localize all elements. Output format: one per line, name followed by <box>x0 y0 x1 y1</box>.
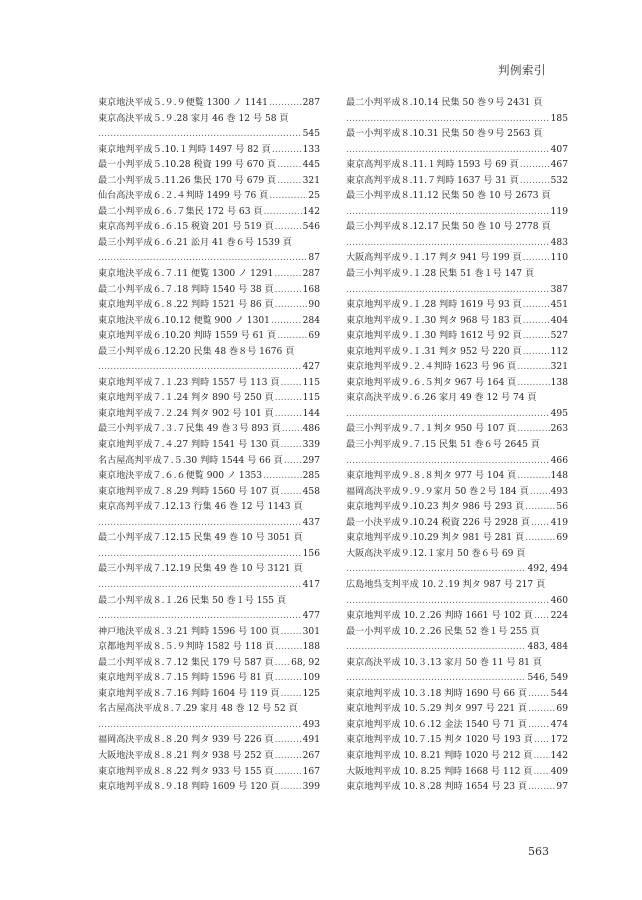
index-column-left <box>98 96 320 796</box>
case-citation: 最三小判平成９.７.15 民集 51 巻６号 2645 頁 <box>346 440 540 451</box>
leader-dots <box>269 96 302 112</box>
index-entry <box>98 562 320 593</box>
page-reference: 545 <box>302 129 320 140</box>
case-citation: 東京地判平成９.10.23 判タ 986 号 293 頁 <box>346 502 525 513</box>
page-reference: 417 <box>302 579 320 590</box>
case-citation: 東京地判平成 10.５.29 判タ 997 号 221 頁 <box>346 704 528 715</box>
leader-dots <box>275 749 302 765</box>
page-reference: 445 <box>302 160 320 171</box>
page-reference: 148 <box>550 471 568 482</box>
index-entry <box>98 625 320 641</box>
index-entry <box>346 360 568 376</box>
index-entry <box>98 314 320 330</box>
leader-dots <box>517 422 549 438</box>
leader-dots <box>98 516 301 532</box>
index-entry <box>346 438 568 469</box>
page-reference: 495 <box>550 408 568 419</box>
page-reference: 387 <box>550 284 568 295</box>
index-entry <box>98 236 320 267</box>
leader-dots <box>534 609 550 625</box>
index-column-right <box>346 96 568 796</box>
leader-dots <box>523 314 550 330</box>
page-reference: 263 <box>550 424 568 435</box>
case-citation: 最二小判平成６.７.18 判時 1540 号 38 頁 <box>98 284 274 295</box>
page-reference: 224 <box>550 611 568 622</box>
page-reference: 172 <box>550 735 568 746</box>
page-reference: 97 <box>556 782 568 793</box>
case-citation: 東京地判平成 10.３.18 判時 1690 号 66 頁 <box>346 688 528 699</box>
index-entry <box>98 96 320 112</box>
leader-dots <box>263 469 302 485</box>
page-reference: 56 <box>556 502 568 513</box>
index-entry <box>98 407 320 423</box>
case-citation: 東京高決平成５.９.28 家月 46 巻 12 号 58 頁 <box>98 113 289 124</box>
case-citation: 東京地判平成 10.７.15 判タ 1020 号 193 頁 <box>346 735 533 746</box>
leader-dots <box>98 251 306 267</box>
case-citation: 東京地判平成９.１.30 判時 1612 号 92 頁 <box>346 331 522 342</box>
index-entry <box>98 143 320 159</box>
page-reference: 112 <box>550 346 568 357</box>
page-reference: 419 <box>550 517 568 528</box>
index-entry <box>98 749 320 765</box>
case-citation: 東京地決平成５.９.９便覧 1300 ノ 1141 <box>98 98 268 108</box>
page-reference: 486 <box>302 424 320 435</box>
index-entry <box>346 220 568 251</box>
leader-dots <box>528 718 550 734</box>
index-entry <box>346 547 568 578</box>
page-reference: 466 <box>550 455 568 466</box>
index-entry <box>98 531 320 562</box>
case-citation: 最一小判平成 10.２.26 民集 52 巻１号 255 頁 <box>346 626 540 637</box>
case-citation: 福岡高決平成８.８.20 判タ 939 号 226 頁 <box>98 735 274 746</box>
index-entry <box>98 422 320 438</box>
leader-dots <box>525 531 555 547</box>
leader-dots <box>520 158 550 174</box>
page-reference: 467 <box>550 160 568 171</box>
case-citation: 大阪高判平成９.１.17 判タ 941 号 199 頁 <box>346 253 522 264</box>
index-entry <box>346 422 568 438</box>
page-reference: 287 <box>302 269 320 280</box>
page-reference: 399 <box>302 782 320 793</box>
index-entry <box>346 96 568 127</box>
index-entry <box>346 376 568 392</box>
page-reference: 297 <box>302 455 320 466</box>
case-citation: 東京地判平成７.１.24 判タ 890 号 250 頁 <box>98 393 274 404</box>
page-reference: 90 <box>308 300 320 311</box>
page-reference: 69 <box>556 704 568 715</box>
page-reference: 492, 494 <box>527 564 568 575</box>
leader-dots <box>346 562 526 578</box>
index-entry <box>98 205 320 221</box>
case-citation: 名古屋高判平成７.５.30 判時 1544 号 66 頁 <box>98 455 283 466</box>
case-citation: 最一小決平成９.10.24 税資 226 号 2928 頁 <box>346 517 530 528</box>
page-reference: 527 <box>550 331 568 342</box>
index-entry <box>98 329 320 345</box>
leader-dots <box>275 765 302 781</box>
case-citation: 最三小判平成８.12.17 民集 50 巻 10 号 2778 頁 <box>346 222 551 233</box>
case-citation: 最一小判平成８.10.31 民集 50 巻９号 2563 頁 <box>346 129 543 140</box>
leader-dots <box>523 298 550 314</box>
page-reference: 115 <box>302 393 320 404</box>
case-citation: 東京高判平成８.11.７判時 1637 号 31 頁 <box>346 175 519 186</box>
index-entry <box>346 469 568 485</box>
leader-dots <box>346 454 549 470</box>
case-citation: 東京地判平成９.10.29 判タ 981 号 281 頁 <box>346 533 525 544</box>
leader-dots <box>275 283 302 299</box>
case-citation: 東京地判平成７.１.23 判時 1557 号 113 頁 <box>98 377 280 388</box>
leader-dots <box>346 283 549 299</box>
page-reference: 167 <box>302 766 320 777</box>
page-reference: 409 <box>550 766 568 777</box>
leader-dots <box>346 671 526 687</box>
case-citation: 最三小判平成８.11.12 民集 50 巻 10 号 2673 頁 <box>346 191 551 202</box>
leader-dots <box>280 780 301 796</box>
leader-dots <box>284 454 302 470</box>
leader-dots <box>275 733 302 749</box>
case-citation: 大阪地判平成 10. 8.25 判時 1668 号 112 頁 <box>346 766 533 777</box>
case-citation: 最二小判平成７.12.15 民集 49 巻 10 号 3051 頁 <box>98 533 303 544</box>
leader-dots <box>346 236 549 252</box>
page-reference: 287 <box>302 98 320 108</box>
leader-dots <box>98 547 301 563</box>
case-citation: 最三小判平成９.７.１判タ 950 号 107 頁 <box>346 424 517 435</box>
page-reference: 339 <box>302 440 320 451</box>
leader-dots <box>269 189 307 205</box>
case-citation: 東京地判平成９.１.28 判時 1619 号 93 頁 <box>346 300 522 311</box>
leader-dots <box>517 469 549 485</box>
index-entry <box>346 251 568 267</box>
leader-dots <box>346 143 549 159</box>
leader-dots <box>346 407 549 423</box>
case-citation: 最三小判平成９.１.28 民集 51 巻１号 147 頁 <box>346 269 535 280</box>
page-reference: 493 <box>302 719 320 730</box>
page-reference: 321 <box>302 175 320 186</box>
case-citation: 大阪高決平成９.12.１家月 50 巻６号 69 頁 <box>346 548 526 559</box>
page-reference: 483 <box>550 237 568 248</box>
index-entry <box>98 376 320 392</box>
leader-dots <box>98 578 301 594</box>
page-reference: 110 <box>550 253 568 264</box>
leader-dots <box>528 687 550 703</box>
index-entry <box>98 702 320 733</box>
leader-dots <box>98 609 301 625</box>
leader-dots <box>523 329 550 345</box>
index-entry <box>346 687 568 703</box>
leader-dots <box>517 360 549 376</box>
page-reference: 185 <box>550 113 568 124</box>
case-citation: 仙台高決平成６.２.４判時 1499 号 76 頁 <box>98 191 269 202</box>
case-citation: 最三小判平成７.３.７民集 49 巻３号 893 頁 <box>98 424 281 435</box>
page-reference: 156 <box>302 548 320 559</box>
leader-dots <box>275 220 302 236</box>
case-citation: 東京地判平成７.８.29 判時 1560 号 107 頁 <box>98 486 280 497</box>
page-reference: 144 <box>302 408 320 419</box>
leader-dots <box>280 438 301 454</box>
case-citation: 東京地判平成８.９.18 判時 1609 号 120 頁 <box>98 782 280 793</box>
index-entry <box>98 780 320 796</box>
index-entry <box>346 298 568 314</box>
leader-dots <box>525 500 555 516</box>
index-entry <box>346 500 568 516</box>
case-citation: 東京地判平成 10. 8.21 判時 1020 号 212 頁 <box>346 750 533 761</box>
index-entry <box>98 298 320 314</box>
page-reference: 407 <box>550 144 568 155</box>
case-citation: 東京地判平成９.１.30 判タ 968 号 183 頁 <box>346 315 522 326</box>
case-citation: 東京地判平成６.10.20 判時 1559 号 61 頁 <box>98 331 277 342</box>
index-entry <box>346 609 568 625</box>
index-entry <box>346 189 568 220</box>
case-citation: 東京地判平成８.８.22 判タ 933 号 155 頁 <box>98 766 274 777</box>
page-reference: 267 <box>302 750 320 761</box>
page-reference: 25 <box>308 191 320 202</box>
index-entry <box>346 516 568 532</box>
case-citation: 東京地判平成９.８.８判タ 977 号 104 頁 <box>346 471 517 482</box>
page-reference: 138 <box>550 377 568 388</box>
case-citation: 最三小判平成６.６.21 訟月 41 巻６号 1539 頁 <box>98 237 292 248</box>
leader-dots <box>275 656 290 672</box>
index-entry <box>98 112 320 143</box>
case-citation: 最一小判平成５.10.28 税資 199 号 670 頁 <box>98 160 277 171</box>
index-entry <box>346 578 568 609</box>
page-reference: 404 <box>550 315 568 326</box>
case-citation: 東京地判平成６.８.22 判時 1521 号 86 頁 <box>98 300 274 311</box>
index-entry <box>98 158 320 174</box>
index-entry <box>346 391 568 422</box>
page-reference: 125 <box>302 688 320 699</box>
case-citation: 東京地決平成６.10.12 便覧 900 ノ 1301 <box>98 315 270 326</box>
index-entry <box>98 174 320 190</box>
case-citation: 東京地判平成９.１.31 判タ 952 号 220 頁 <box>346 346 522 357</box>
case-citation: 東京地判平成 10.６.12 金法 1540 号 71 頁 <box>346 719 528 730</box>
page-reference: 87 <box>308 253 320 264</box>
index-entry <box>98 656 320 672</box>
case-citation: 東京地判平成９.６.５判タ 967 号 164 頁 <box>346 377 517 388</box>
case-citation: 東京地判平成９.２.４判時 1623 号 96 頁 <box>346 362 517 373</box>
page-reference: 119 <box>550 206 568 217</box>
page-reference: 301 <box>302 626 320 637</box>
index-entry <box>346 314 568 330</box>
index-entry <box>346 625 568 656</box>
index-entry <box>346 749 568 765</box>
case-citation: 福岡高決平成９.９.９家月 50 巻２号 184 頁 <box>346 486 529 497</box>
leader-dots <box>264 205 302 221</box>
page-reference: 427 <box>302 362 320 373</box>
leader-dots <box>282 422 302 438</box>
leader-dots <box>98 360 301 376</box>
index-entry <box>346 780 568 796</box>
case-citation: 東京地判平成７.２.24 判タ 902 号 101 頁 <box>98 408 274 419</box>
index-entry <box>98 267 320 283</box>
index-entry <box>346 531 568 547</box>
case-citation: 最二小判平成８.10.14 民集 50 巻９号 2431 頁 <box>346 98 543 108</box>
page-reference: 451 <box>550 300 568 311</box>
page-number: 563 <box>528 845 549 858</box>
case-citation: 大阪地決平成８.８.21 判タ 938 号 252 頁 <box>98 750 274 761</box>
case-citation: 神戸地決平成８.３.21 判時 1596 号 100 頁 <box>98 626 280 637</box>
index-entry <box>98 438 320 454</box>
case-citation: 東京高判平成６.６.15 税資 201 号 519 頁 <box>98 222 274 233</box>
leader-dots <box>346 112 549 128</box>
leader-dots <box>275 671 302 687</box>
section-title: 判例索引 <box>498 63 546 77</box>
leader-dots <box>272 143 302 159</box>
page-reference: 69 <box>308 331 320 342</box>
page-reference: 68, 92 <box>291 657 320 668</box>
page-reference: 285 <box>302 471 320 482</box>
page-reference: 460 <box>550 595 568 606</box>
case-citation: 広島地呉支判平成 10.２.19 判タ 987 号 217 頁 <box>346 579 546 590</box>
leader-dots <box>523 251 550 267</box>
page-reference: 532 <box>550 175 568 186</box>
leader-dots <box>275 640 302 656</box>
leader-dots <box>275 391 302 407</box>
leader-dots <box>346 205 549 221</box>
page-reference: 546 <box>302 222 320 233</box>
index-entry <box>346 656 568 687</box>
page-reference: 437 <box>302 517 320 528</box>
case-citation: 東京地決平成７.６.６便覧 900 ノ 1353 <box>98 471 263 482</box>
index-entry <box>346 158 568 174</box>
index-entry <box>346 174 568 190</box>
case-citation: 東京高判平成８.11.１判時 1593 号 69 頁 <box>346 160 519 171</box>
index-entry <box>98 687 320 703</box>
leader-dots <box>346 594 549 610</box>
index-entry <box>98 500 320 531</box>
index-entry <box>98 640 320 656</box>
case-citation: 東京地判平成 10.２.26 判時 1661 号 102 頁 <box>346 611 533 622</box>
leader-dots <box>277 174 302 190</box>
page-reference: 477 <box>302 611 320 622</box>
case-citation: 東京地決平成６.７.11 便覧 1300 ノ 1291 <box>98 269 274 280</box>
leader-dots <box>275 298 308 314</box>
page-reference: 284 <box>302 315 320 326</box>
index-entry <box>346 702 568 718</box>
leader-dots <box>528 702 555 718</box>
case-citation: 最二小判平成８.１.26 民集 50 巻１号 155 頁 <box>98 595 287 606</box>
page-reference: 188 <box>302 642 320 653</box>
leader-dots <box>280 485 301 501</box>
index-entry <box>346 485 568 501</box>
leader-dots <box>280 687 301 703</box>
index-entry <box>98 469 320 485</box>
index-entry <box>98 485 320 501</box>
page-reference: 115 <box>302 377 320 388</box>
page-reference: 142 <box>550 750 568 761</box>
page-reference: 142 <box>302 206 320 217</box>
case-citation: 東京地判平成８.７.16 判時 1604 号 119 頁 <box>98 688 280 699</box>
page-reference: 458 <box>302 486 320 497</box>
case-citation: 東京地判平成８.７.15 判時 1596 号 81 頁 <box>98 673 274 684</box>
page-reference: 133 <box>302 144 320 155</box>
page-reference: 474 <box>550 719 568 730</box>
case-citation: 最三小判平成６.12.20 民集 48 巻８号 1676 頁 <box>98 346 295 357</box>
index-entry <box>98 220 320 236</box>
case-citation: 東京地判平成５.10.１判時 1497 号 82 頁 <box>98 144 271 155</box>
leader-dots <box>277 329 307 345</box>
case-citation: 東京高判平成７.12.13 行集 46 巻 12 号 1143 頁 <box>98 502 303 513</box>
index-entry <box>98 733 320 749</box>
index-entry <box>346 733 568 749</box>
leader-dots <box>271 314 302 330</box>
leader-dots <box>274 267 301 283</box>
page-reference: 491 <box>302 735 320 746</box>
leader-dots <box>533 765 549 781</box>
index-entry <box>98 189 320 205</box>
leader-dots <box>520 174 550 190</box>
leader-dots <box>534 733 550 749</box>
page-reference: 483, 484 <box>527 642 568 653</box>
case-citation: 最二小判平成６.６.７集民 172 号 63 頁 <box>98 206 263 217</box>
index-entry <box>98 594 320 625</box>
page-reference: 493 <box>550 486 568 497</box>
page-reference: 69 <box>556 533 568 544</box>
leader-dots <box>517 376 549 392</box>
index-entry <box>98 345 320 376</box>
leader-dots <box>530 485 550 501</box>
index-entry <box>346 345 568 361</box>
case-citation: 京都地判平成８.５.９判時 1582 号 118 頁 <box>98 642 275 653</box>
index-entry <box>98 454 320 470</box>
case-citation: 東京地判平成 10.８.28 判時 1654 号 23 頁 <box>346 782 528 793</box>
leader-dots <box>346 640 526 656</box>
index-entry <box>346 267 568 298</box>
index-entry <box>346 765 568 781</box>
case-citation: 東京地判平成７.４.27 判時 1541 号 130 頁 <box>98 440 280 451</box>
page-reference: 544 <box>550 688 568 699</box>
leader-dots <box>531 516 550 532</box>
leader-dots <box>523 345 550 361</box>
page-reference: 546, 549 <box>527 673 568 684</box>
leader-dots <box>528 780 555 796</box>
page-reference: 321 <box>550 362 568 373</box>
case-citation: 最二小判平成５.11.26 集民 170 号 679 頁 <box>98 175 277 186</box>
leader-dots <box>98 718 301 734</box>
leader-dots <box>275 407 302 423</box>
page-reference: 168 <box>302 284 320 295</box>
case-citation: 名古屋高決平成８.７.29 家月 48 巻 12 号 52 頁 <box>98 704 298 715</box>
leader-dots <box>280 376 301 392</box>
case-citation: 最二小判平成８.７.12 集民 179 号 587 頁 <box>98 657 274 668</box>
leader-dots <box>533 749 549 765</box>
leader-dots <box>277 158 302 174</box>
case-citation: 最三小判平成７.12.19 民集 49 巻 10 号 3121 頁 <box>98 564 303 575</box>
leader-dots <box>280 625 301 641</box>
index-entry <box>346 718 568 734</box>
index-entry <box>98 391 320 407</box>
index-entry <box>98 283 320 299</box>
index-entry <box>346 329 568 345</box>
index-entry <box>98 765 320 781</box>
case-citation: 東京高決平成９.６.26 家月 49 巻 12 号 74 頁 <box>346 393 537 404</box>
index-entry <box>98 671 320 687</box>
leader-dots <box>98 127 301 143</box>
case-citation: 東京高決平成 10.３.13 家月 50 巻 11 号 81 頁 <box>346 657 542 668</box>
page-reference: 109 <box>302 673 320 684</box>
index-entry <box>346 127 568 158</box>
